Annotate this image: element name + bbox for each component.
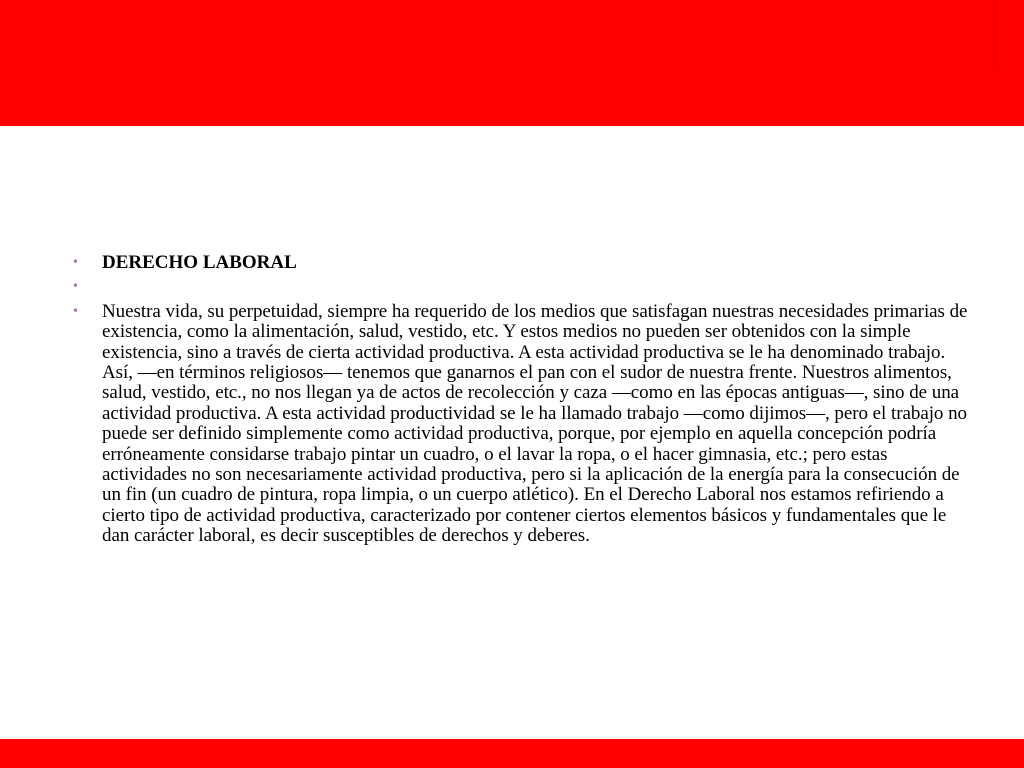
- top-red-band: [0, 0, 1024, 126]
- slide-heading: DERECHO LABORAL: [102, 252, 297, 273]
- bullet-icon: •: [73, 303, 78, 319]
- bullet-item-paragraph: [72, 302, 972, 547]
- bullet-icon: •: [73, 279, 78, 295]
- bullet-icon: •: [73, 255, 78, 270]
- top-band-divider: [993, 0, 994, 66]
- bullet-item-heading: [72, 253, 972, 273]
- bottom-red-band: [0, 739, 1024, 768]
- bullet-list: [72, 253, 972, 547]
- bullet-item-empty: [72, 277, 972, 297]
- slide-content: [72, 253, 972, 547]
- body-paragraph: Nuestra vida, su perpetuidad, siempre ha requerido de los medios que satisfagan nuestras necesidades primarias de existencia, como la alimentación, salud, vestido, etc. Y estos medios no pueden ser obtenidos con la simple existencia, sino a través de cierta actividad productiva. A esta actividad productiva se le ha denominado trabajo. Así, —en términos religiosos— tenemos que ganarnos el pan con el sudor de nuestra frente. Nuestros alimentos, salud, vestido, etc., no nos llegan ya de actos de recolección y caza —como en las épocas antiguas—, sino de una actividad productiva. A esta actividad productividad se le ha llamado trabajo —como dijimos—, pero el trabajo no puede ser definido simplemente como actividad productiva, porque, por ejemplo en aquella concepción podría erróneamente considarse trabajo pintar un cuadro, o el lavar la ropa, o el hacer gimnasia, etc.; pero estas actividades no son necesariamente actividad productiva, pero si la aplicación de la energía para la consecución de un fin (un cuadro de pintura, ropa limpia, o un cuerpo atlético). En el Derecho Laboral nos estamos refiriendo a cierto tipo de actividad productiva, caracterizado por contener ciertos elementos básicos y fundamentales que le dan carácter laboral, es decir susceptibles de derechos y deberes.: [102, 300, 968, 547]
